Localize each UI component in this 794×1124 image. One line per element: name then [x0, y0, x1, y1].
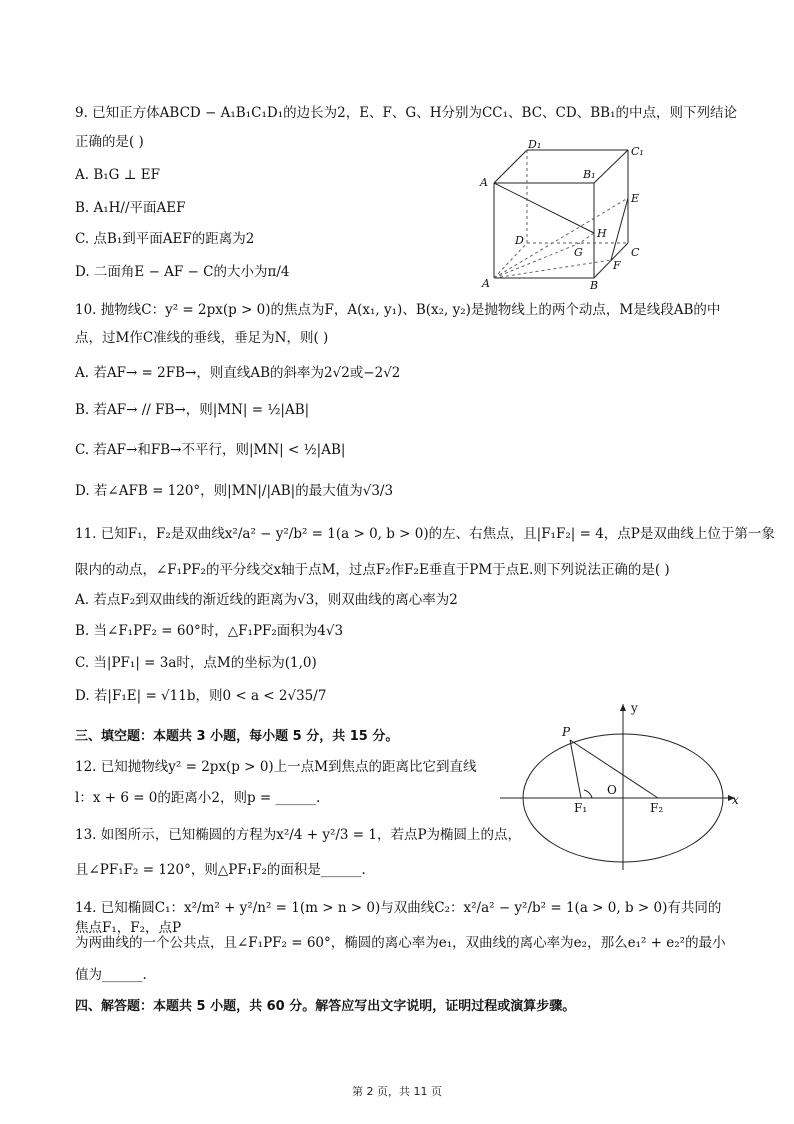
- y-axis-arrow: [620, 704, 626, 711]
- q10-option-b: B. 若AF→ // FB→，则|MN| = ½|AB|: [75, 402, 310, 418]
- q14-line1: 14. 已知椭圆C₁：x²/m² + y²/n² = 1(m > n > 0)与双曲线C₂：x²/a² − y²/b² = 1(a > 0, b > 0)有共同的焦点F₁，F₂，点P: [75, 900, 722, 936]
- q12-line1: 12. 已知抛物线y² = 2px(p > 0)上一点M到焦点的距离比它到直线: [75, 759, 477, 775]
- q10-option-c: C. 若AF→和FB→不平行，则|MN| < ½|AB|: [75, 442, 346, 458]
- q14-line3: 值为______.: [75, 967, 147, 983]
- q14-line2: 为两曲线的一个公共点，且∠F₁PF₂ = 60°，椭圆的离心率为e₁，双曲线的离心率为e₂，那么e₁² + e₂²的最小: [75, 935, 726, 951]
- q9-stem-line2: 正确的是( ): [75, 134, 144, 150]
- cube-label-e: E: [631, 192, 640, 205]
- ellipse-figure: [500, 698, 750, 878]
- q11-option-b: B. 当∠F₁PF₂ = 60°时，△F₁PF₂面积为4√3: [75, 623, 344, 639]
- cube-label-b1: B₁: [583, 168, 596, 181]
- ellipse-label-p: P: [562, 725, 571, 739]
- q10-option-d: D. 若∠AFB = 120°，则|MN|/|AB|的最大值为√3/3: [75, 483, 394, 499]
- cube-label-h: H: [597, 227, 607, 240]
- y-axis-label: y: [631, 701, 638, 715]
- cube-label-d: D: [515, 234, 524, 247]
- q9-option-a: A. B₁G ⊥ EF: [75, 167, 160, 183]
- ellipse-label-f2: F₂: [650, 801, 664, 815]
- cube-label-f: F: [613, 259, 621, 272]
- x-axis-label: x: [732, 793, 739, 807]
- q9-option-d: D. 二面角E − AF − C的大小为π/4: [75, 264, 290, 280]
- cube-figure: [470, 138, 670, 290]
- q11-option-d: D. 若|F₁E| = √11b，则0 < a < 2√35/7: [75, 688, 327, 704]
- cube-label-c: C: [631, 246, 640, 259]
- q10-stem-line1: 10. 抛物线C：y² = 2px(p > 0)的焦点为F，A(x₁, y₁)、B(x₂, y₂)是抛物线上的两个动点，M是线段AB的中: [75, 302, 721, 318]
- q9-option-c: C. 点B₁到平面AEF的距离为2: [75, 231, 255, 247]
- q11-stem-line1: 11. 已知F₁，F₂是双曲线x²/a² − y²/b² = 1(a > 0, b > 0)的左、右焦点，且|F₁F₂| = 4，点P是双曲线上位于第一象: [75, 526, 775, 542]
- q9-stem-line1: 9. 已知正方体ABCD − A₁B₁C₁D₁的边长为2，E、F、G、H分别为CC₁、BC、CD、BB₁的中点，则下列结论: [75, 105, 737, 121]
- q12-line2: l：x + 6 = 0的距离小2，则p = ______.: [75, 790, 321, 806]
- origin-label-o: O: [607, 783, 617, 797]
- q11-stem-line2: 限内的动点，∠F₁PF₂的平分线交x轴于点M，过点F₂作F₂E垂直于PM于点E.则下列说法正确的是( ): [75, 562, 670, 578]
- cube-label-d1: D₁: [528, 138, 542, 151]
- section-3-heading: 三、填空题：本题共 3 小题，每小题 5 分，共 15 分。: [75, 729, 399, 744]
- q11-option-c: C. 当|PF₁| = 3a时，点M的坐标为(1,0): [75, 655, 317, 671]
- q11-option-a: A. 若点F₂到双曲线的渐近线的距离为√3，则双曲线的离心率为2: [75, 592, 458, 608]
- cube-label-c1: C₁: [631, 145, 644, 158]
- q10-option-a: A. 若AF→ = 2FB→，则直线AB的斜率为2√2或−2√2: [75, 365, 401, 381]
- q13-line1: 13. 如图所示，已知椭圆的方程为x²/4 + y²/3 = 1，若点P为椭圆上的点，: [75, 827, 522, 843]
- q9-option-b: B. A₁H//平面AEF: [75, 200, 186, 216]
- cube-label-a: A: [482, 277, 490, 290]
- q10-stem-line2: 点，过M作C准线的垂线，垂足为N，则( ): [75, 330, 329, 346]
- cube-label-a1: A: [480, 176, 488, 189]
- ellipse-label-f1: F₁: [574, 801, 588, 815]
- page-footer: 第 2 页，共 11 页: [352, 1085, 442, 1098]
- cube-label-b: B: [590, 279, 599, 290]
- section-4-heading: 四、解答题：本题共 5 小题，共 60 分。解答应写出文字说明，证明过程或演算步骤。: [75, 999, 576, 1014]
- cube-label-g: G: [574, 246, 583, 259]
- q13-line2: 且∠PF₁F₂ = 120°，则△PF₁F₂的面积是______.: [75, 862, 366, 878]
